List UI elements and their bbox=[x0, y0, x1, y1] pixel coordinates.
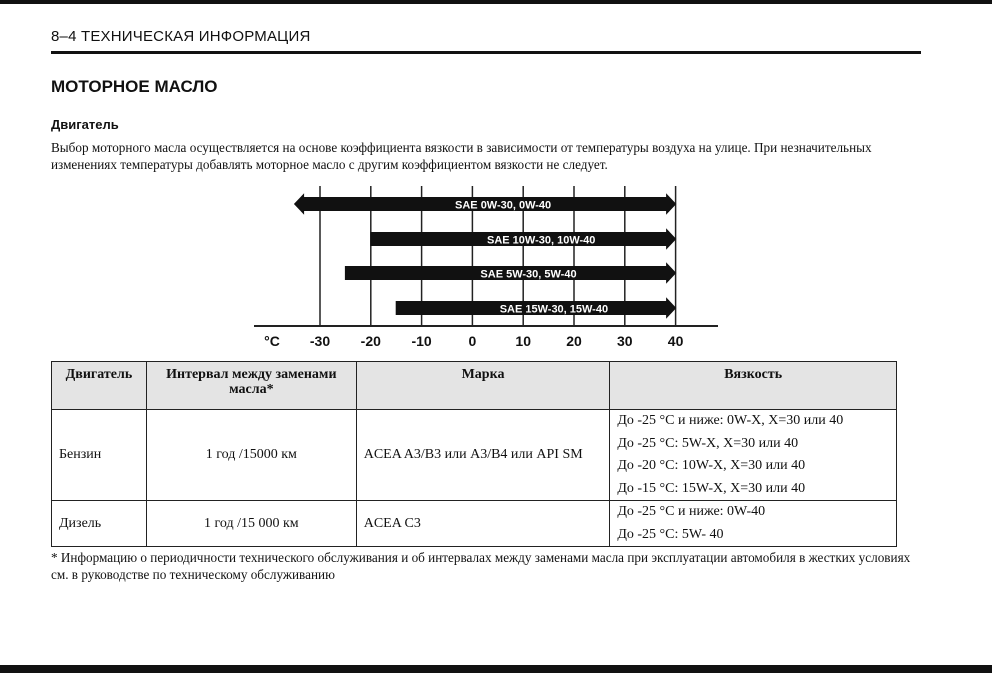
bottom-border bbox=[0, 665, 992, 673]
header-engine: Двигатель bbox=[52, 362, 147, 410]
header-rule bbox=[51, 51, 921, 54]
tick-label: 10 bbox=[515, 333, 531, 349]
tick-label: 30 bbox=[617, 333, 633, 349]
viscosity-line: До -25 °C: 5W-X, X=30 или 40 bbox=[617, 435, 799, 451]
footnote: * Информацию о периодичности технического обслуживания и об интервалах между заменами масла при эксплуатации автомобиля в жестких условиях см. в руководстве по техническому обслуживанию bbox=[51, 550, 911, 582]
header-interval: Интервал между заменами масла* bbox=[146, 362, 356, 410]
table-row bbox=[52, 410, 897, 501]
viscosity-line: До -25 °C: 5W- 40 bbox=[617, 526, 724, 542]
series-label: SAE 0W-30, 0W-40 bbox=[455, 199, 552, 212]
tick-label: -30 bbox=[309, 333, 331, 349]
cell-viscosity bbox=[610, 410, 897, 501]
series-label: SAE 15W-30, 15W-40 bbox=[499, 303, 609, 316]
viscosity-line: До -25 °C и ниже: 0W-X, X=30 или 40 bbox=[617, 413, 844, 428]
section-subtitle: Двигатель bbox=[51, 117, 119, 132]
top-border bbox=[0, 0, 992, 4]
cell-viscosity bbox=[610, 501, 897, 547]
viscosity-line: До -25 °C и ниже: 0W-40 bbox=[617, 504, 766, 519]
tick-label: -20 bbox=[360, 333, 381, 349]
cell-engine: Бензин bbox=[52, 410, 147, 501]
series-label: SAE 5W-30, 5W-40 bbox=[480, 268, 577, 281]
header-viscosity: Вязкость bbox=[610, 362, 897, 410]
x-axis-unit-label: °C bbox=[264, 333, 280, 349]
cell-interval: 1 год /15000 км bbox=[146, 410, 356, 501]
cell-brand: ACEA A3/B3 или A3/B4 или API SM bbox=[356, 410, 610, 501]
cell-interval: 1 год /15 000 км bbox=[146, 501, 356, 547]
viscosity-line: До -15 °C: 15W-X, X=30 или 40 bbox=[617, 480, 806, 496]
viscosity-line: До -20 °C: 10W-X, X=30 или 40 bbox=[617, 458, 806, 473]
viscosity-chart bbox=[250, 183, 722, 353]
tick-label: -10 bbox=[411, 333, 432, 349]
oil-spec-table bbox=[51, 361, 897, 547]
table-header-row bbox=[52, 362, 897, 410]
header-brand: Марка bbox=[356, 362, 610, 410]
section-title: МОТОРНОЕ МАСЛО bbox=[51, 77, 218, 96]
series-label: SAE 10W-30, 10W-40 bbox=[487, 234, 596, 247]
intro-paragraph: Выбор моторного масла осуществляется на основе коэффициента вязкости в зависимости от температуры воздуха на улице. При незначительных изменениях температуры добавлять моторное масло с другим коэффициентом вязкости не следует. bbox=[51, 140, 872, 172]
page-header: 8–4 ТЕХНИЧЕСКАЯ ИНФОРМАЦИЯ bbox=[51, 28, 311, 45]
table-row bbox=[52, 501, 897, 547]
cell-brand: ACEA C3 bbox=[356, 501, 610, 547]
cell-engine: Дизель bbox=[52, 501, 147, 547]
tick-label: 0 bbox=[468, 333, 477, 349]
tick-label: 20 bbox=[566, 333, 582, 349]
tick-label: 40 bbox=[667, 333, 684, 349]
